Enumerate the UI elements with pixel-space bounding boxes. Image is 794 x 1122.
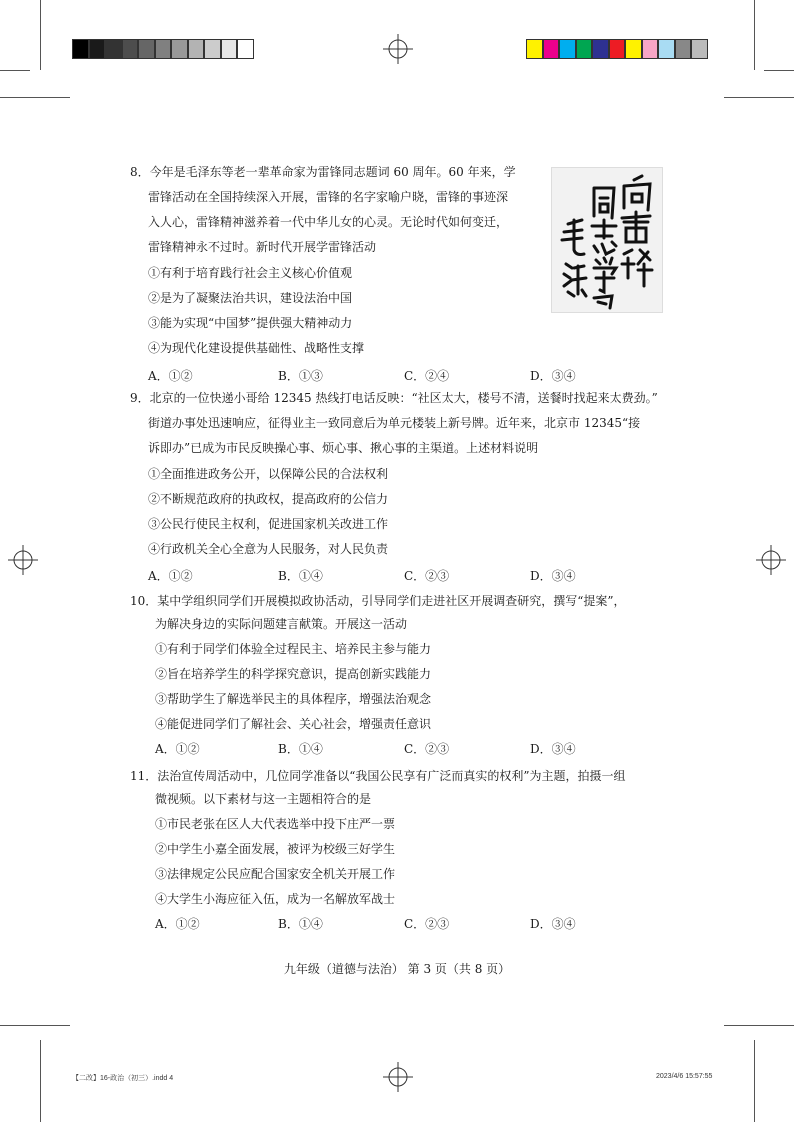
question-10-line: 10．某中学组织同学们开展模拟政协活动，引导同学们走进社区开展调查研究，撰写“提案”， [130, 594, 626, 608]
question-10-statement: ④能促进同学们了解社会、关心社会，增强责任意识 [155, 717, 432, 731]
color-swatch [691, 39, 708, 59]
option-d: D．③④ [530, 369, 576, 383]
question-9-statement: ①全面推进政务公开，以保障公民的合法权利 [148, 467, 389, 481]
question-10-statement: ③帮助学生了解选举民主的具体程序，增强法治观念 [155, 692, 432, 706]
question-8-statement: ③能为实现“中国梦”提供强大精神动力 [148, 316, 353, 330]
crop-mark [40, 1040, 41, 1122]
option-a: A．①② [155, 917, 200, 931]
crop-mark [0, 97, 70, 98]
gray-swatch [188, 39, 205, 59]
registration-mark-icon [383, 1062, 413, 1092]
gray-swatch [155, 39, 172, 59]
option-d: D．③④ [530, 742, 576, 756]
gray-swatch [138, 39, 155, 59]
question-8-statement: ①有利于培育践行社会主义核心价值观 [148, 266, 353, 280]
calligraphy-image [551, 167, 663, 313]
crop-mark [0, 1025, 70, 1026]
option-b: B．①④ [278, 742, 323, 756]
gray-swatch [204, 39, 221, 59]
registration-mark-icon [8, 545, 38, 575]
question-10-statement: ②旨在培养学生的科学探究意识，提高创新实践能力 [155, 667, 432, 681]
question-8-line: 雷锋活动在全国持续深入开展，雷锋的名字家喻户晓，雷锋的事迹深 [148, 190, 509, 204]
crop-mark [754, 1040, 755, 1122]
question-11-statement: ②中学生小嘉全面发展，被评为校级三好学生 [155, 842, 396, 856]
registration-mark-icon [383, 34, 413, 64]
option-a: A．①② [155, 742, 200, 756]
gray-swatch [72, 39, 89, 59]
color-swatch [592, 39, 609, 59]
color-swatch [526, 39, 543, 59]
file-slug-left: 【二改】16-政治（初三）.indd 4 [72, 1075, 174, 1082]
option-b: B．①③ [278, 369, 323, 383]
gray-swatch [89, 39, 106, 59]
question-8-statement: ④为现代化建设提供基础性、战略性支撑 [148, 341, 365, 355]
color-swatch [543, 39, 560, 59]
option-c: C．②④ [404, 369, 450, 383]
grayscale-calibration-bar [72, 39, 254, 59]
crop-mark [724, 97, 794, 98]
option-c: C．②③ [404, 917, 450, 931]
option-c: C．②③ [404, 742, 450, 756]
color-calibration-bar [526, 39, 708, 59]
option-a: A．①② [148, 569, 193, 583]
crop-mark [0, 70, 30, 71]
question-8-line: 入人心，雷锋精神滋养着一代中华儿女的心灵。无论时代如何变迁， [148, 215, 509, 229]
color-swatch [559, 39, 576, 59]
gray-swatch [221, 39, 238, 59]
color-swatch [642, 39, 659, 59]
question-11-line: 11．法治宣传周活动中，几位同学准备以“我国公民享有广泛而真实的权利”为主题，拍摄一组 [130, 769, 626, 783]
question-11-statement: ③法律规定公民应配合国家安全机关开展工作 [155, 867, 396, 881]
question-8-statement: ②是为了凝聚法治共识，建设法治中国 [148, 291, 353, 305]
file-slug-right: 2023/4/6 15:57:55 [656, 1073, 713, 1080]
crop-mark [40, 0, 41, 70]
gray-swatch [171, 39, 188, 59]
question-9-statement: ②不断规范政府的执政权，提高政府的公信力 [148, 492, 389, 506]
option-b: B．①④ [278, 917, 323, 931]
option-d: D．③④ [530, 917, 576, 931]
question-9-line: 9．北京的一位快递小哥给 12345 热线打电话反映：“社区太大，楼号不清，送餐时找起来太费劲。” [130, 391, 658, 405]
option-d: D．③④ [530, 569, 576, 583]
question-9-statement: ④行政机关全心全意为人民服务，对人民负责 [148, 542, 389, 556]
gray-swatch [237, 39, 254, 59]
calligraphy-brush-strokes [552, 168, 662, 312]
color-swatch [576, 39, 593, 59]
question-8-line: 雷锋精神永不过时。新时代开展学雷锋活动 [148, 240, 377, 254]
question-9-line: 诉即办”已成为市民反映操心事、烦心事、揪心事的主渠道。上述材料说明 [148, 441, 539, 455]
gray-swatch [105, 39, 122, 59]
question-11-statement: ④大学生小海应征入伍，成为一名解放军战士 [155, 892, 396, 906]
color-swatch [625, 39, 642, 59]
crop-mark [724, 1025, 794, 1026]
crop-mark [754, 0, 755, 70]
question-11-line: 微视频。以下素材与这一主题相符合的是 [155, 792, 372, 806]
question-9-statement: ③公民行使民主权利，促进国家机关改进工作 [148, 517, 389, 531]
question-10-statement: ①有利于同学们体验全过程民主、培养民主参与能力 [155, 642, 432, 656]
page-footer: 九年级（道德与法治） 第 3 页（共 8 页） [283, 962, 511, 976]
option-a: A．①② [148, 369, 193, 383]
question-8-line: 8．今年是毛泽东等老一辈革命家为雷锋同志题词 60 周年。60 年来，学 [130, 165, 516, 179]
color-swatch [675, 39, 692, 59]
question-11-statement: ①市民老张在区人大代表选举中投下庄严一票 [155, 817, 396, 831]
registration-mark-icon [756, 545, 786, 575]
crop-mark [764, 70, 794, 71]
question-10-line: 为解决身边的实际问题建言献策。开展这一活动 [155, 617, 408, 631]
color-swatch [658, 39, 675, 59]
option-c: C．②③ [404, 569, 450, 583]
question-9-line: 街道办事处迅速响应，征得业主一致同意后为单元楼装上新号牌。近年来，北京市 12345“接 [148, 416, 641, 430]
gray-swatch [122, 39, 139, 59]
option-b: B．①④ [278, 569, 323, 583]
color-swatch [609, 39, 626, 59]
